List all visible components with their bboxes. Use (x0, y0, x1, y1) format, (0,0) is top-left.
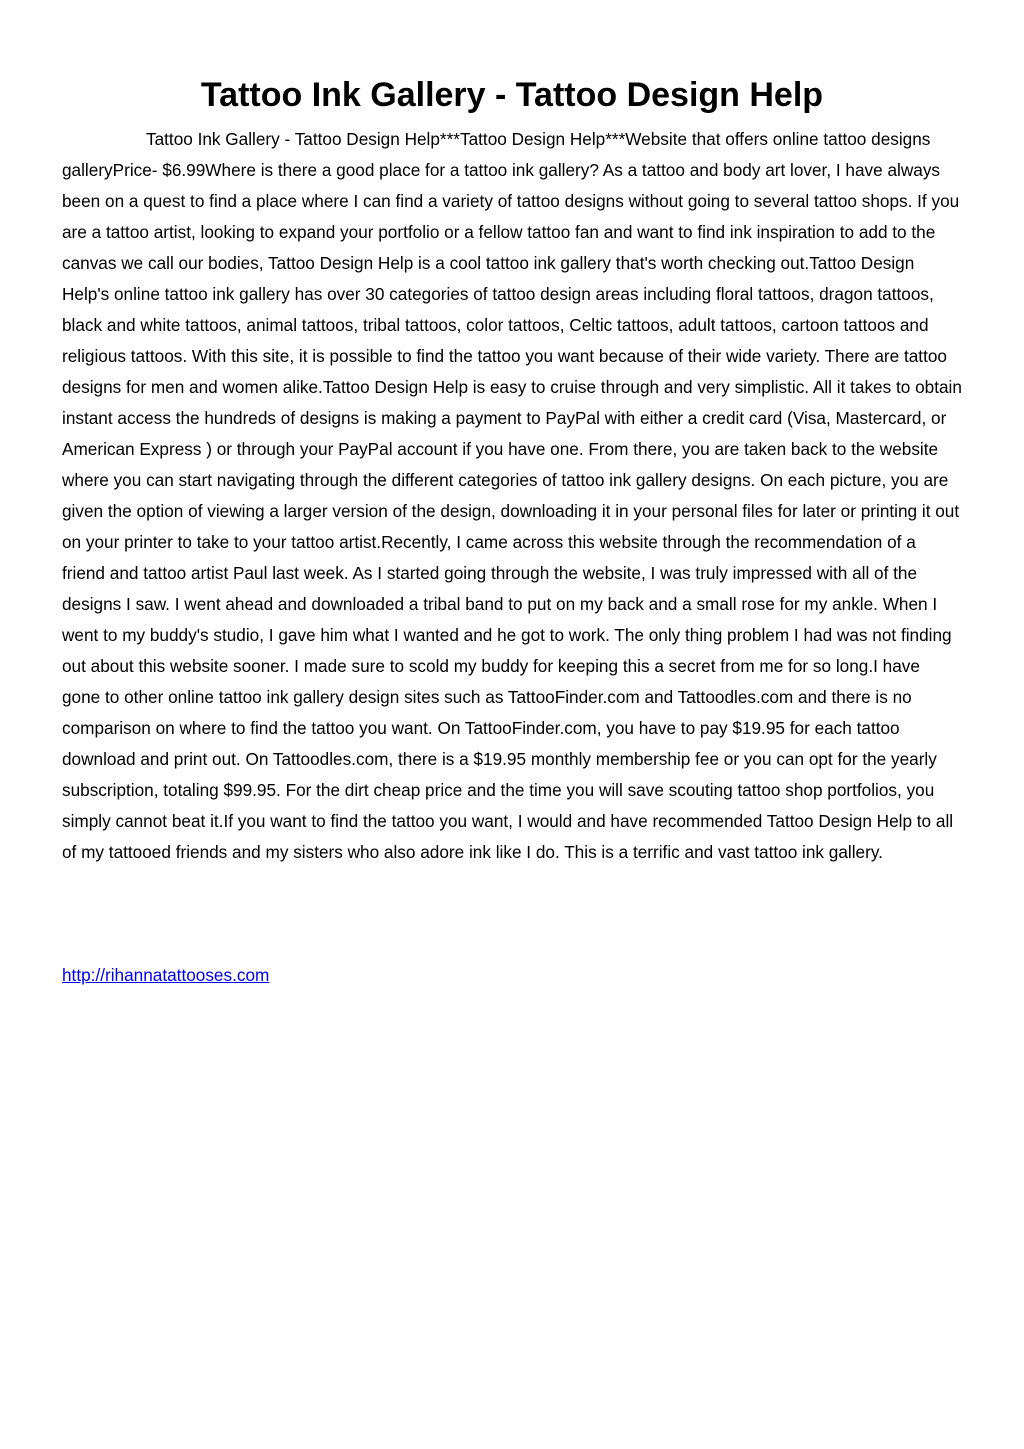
website-link[interactable]: http://rihannatattooses.com (62, 965, 270, 985)
document-title: Tattoo Ink Gallery - Tattoo Design Help (200, 76, 824, 114)
article-body: Tattoo Ink Gallery - Tattoo Design Help***Tattoo Design Help***Website that offers online tattoo designs galleryPrice- $6.99Where is there a good place for a tattoo ink gallery? As a tattoo and body art lover, I have always been on a quest to find a place where I can find a variety of tattoo designs without going to several tattoo shops. If you are a tattoo artist, looking to expand your portfolio or a fellow tattoo fan and want to find ink inspiration to add to the canvas we call our bodies, Tattoo Design Help is a cool tattoo ink gallery that's worth checking out.Tattoo Design Help's online tattoo ink gallery has over 30 categories of tattoo design areas including floral tattoos, dragon tattoos, black and white tattoos, animal tattoos, tribal tattoos, color tattoos, Celtic tattoos, adult tattoos, cartoon tattoos and religious tattoos. With this site, it is possible to find the tattoo you want because of their wide variety. There are tattoo designs for men and women alike.Tattoo Design Help is easy to cruise through and very simplistic. All it takes to obtain instant access the hundreds of designs is making a payment to PayPal with either a credit card (Visa, Mastercard, or American Express ) or through your PayPal account if you have one. From there, you are taken back to the website where you can start navigating through the different categories of tattoo ink gallery designs. On each picture, you are given the option of viewing a larger version of the design, downloading it in your personal files for later or printing it out on your printer to take to your tattoo artist.Recently, I came across this website through the recommendation of a friend and tattoo artist Paul last week. As I started going through the website, I was truly impressed with all of the designs I saw. I went ahead and downloaded a tribal band to put on my back and a small rose for my ankle. When I went to my buddy's studio, I gave him what I wanted and he got to work. The only thing problem I had was not finding out about this website sooner. I made sure to scold my buddy for keeping this a secret from me for so long.I have gone to other online tattoo ink gallery design sites such as TattooFinder.com and Tattoodles.com and there is no comparison on where to find the tattoo you want. On TattooFinder.com, you have to pay $19.95 for each tattoo download and print out. On Tattoodles.com, there is a $19.95 monthly membership fee or you can opt for the yearly subscription, totaling $99.95. For the dirt cheap price and the time you will save scouting tattoo shop portfolios, you simply cannot beat it.If you want to find the tattoo you want, I would and have recommended Tattoo Design Help to all of my tattooed friends and my sisters who also adore ink like I do. This is a terrific and vast tattoo ink gallery. (62, 129, 962, 862)
